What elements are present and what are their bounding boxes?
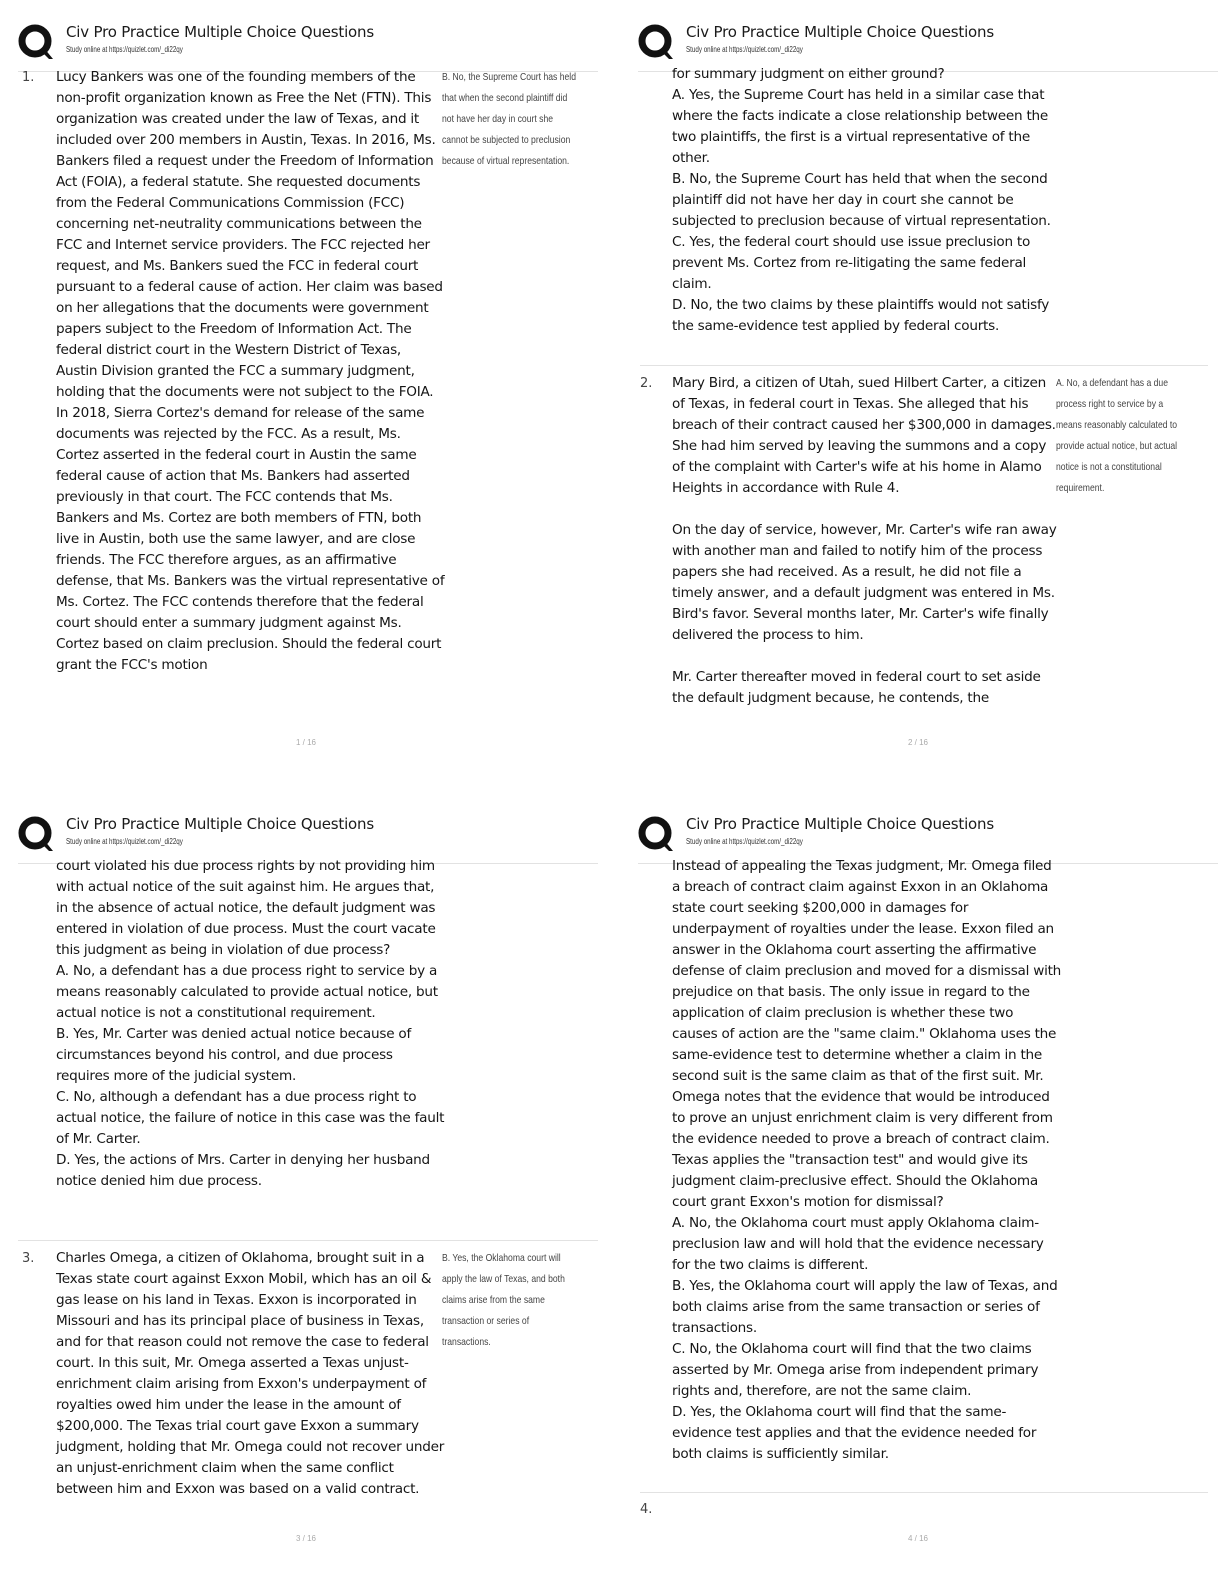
question-continuation (672, 856, 1062, 1465)
question-paragraph: Charles Omega, a citizen of Oklahoma, brought suit in a Texas state court against Exxon Mobil, which has an oil & gas lease on his land in Texas. Exxon is incorporated in Missouri and has its principal place of business in Texas, and for that reason could not remove the case to federal court. In this suit, Mr. Omega asserted a Texas unjust-enrichment claim arising from Exxon's underpayment of royalties owed him under the lease in the amount of $200,000. The Texas trial court gave Exxon a summary judgment, holding that Mr. Omega could not recover under an unjust-enrichment claim when the same conflict between him and Exxon was based on a valid contract. (56, 1250, 445, 1497)
question-text-continued: court violated his due process rights by not providing him with actual notice of the suit against him. He argues that, in the absence of actual notice, the default judgment was entered in violation of due process. Must the court vacate this judgment as being in violation of due process? (56, 858, 436, 958)
page-number: 3 / 16 (295, 1534, 316, 1543)
study-online-link[interactable]: Study online at https://quizlet.com/_di22qy (686, 45, 803, 54)
question-number: 4. (640, 1502, 653, 1517)
question-paragraph: Mary Bird, a citizen of Utah, sued Hilbert Carter, a citizen of Texas, in federal court in Texas. She alleged that his breach of their contract caused her $300,000 in damages. She had him served by leaving the summons and a copy of the complaint with Carter's wife at his home in Alamo Heights in accordance with Rule 4. (672, 375, 1056, 496)
question-continuation (672, 64, 1062, 337)
answer-option-d: D. Yes, the Oklahoma court will find that the same-evidence test applies and that the evidence needed for both claims is sufficiently similar. (672, 1404, 1037, 1462)
question-number: 2. (640, 376, 653, 391)
question-paragraph: In 2018, Sierra Cortez's demand for release of the same documents was rejected by the FCC. As a result, Ms. Cortez asserted in the federal court in Austin the same federal cause of action that Ms. Bankers had asserted previously in that court. The FCC contends that Ms. Bankers and Ms. Cortez are both members of FTN, both live in Austin, both use the same lawyer, and are close friends. The FCC therefore argues, as an affirmative defense, that Ms. Bankers was the virtual representative of Ms. Cortez. The FCC contends therefore that the federal court should enter a summary judgment against Ms. Cortez based on claim preclusion. Should the federal court grant the FCC's motion (56, 405, 445, 673)
quizlet-q-logo-icon (638, 816, 674, 852)
answer-option-c: C. Yes, the federal court should use issue preclusion to prevent Ms. Cortez from re-litigating the same federal claim. (672, 234, 1031, 292)
question-paragraph: On the day of service, however, Mr. Carter's wife ran away with another man and failed to notify him of the process papers she had received. As a result, he did not file a timely answer, and a default judgment was entered in Ms. Bird's favor. Several months later, Mr. Carter's wife finally delivered the process to him. (672, 522, 1057, 643)
answer-side-note: B. Yes, the Oklahoma court will apply the law of Texas, and both claims arise from the same transaction or series of transactions. (442, 1252, 565, 1348)
page-number: 2 / 16 (907, 738, 928, 747)
page-number: 1 / 16 (295, 738, 316, 747)
answer-option-c: C. No, the Oklahoma court will find that the two claims asserted by Mr. Omega arise from independent primary rights and, therefore, are not the same claim. (672, 1341, 1039, 1399)
page-header (18, 20, 598, 72)
page-3 (0, 792, 612, 1584)
page-number: 4 / 16 (907, 1534, 928, 1543)
question-text-continued: Instead of appealing the Texas judgment, Mr. Omega filed a breach of contract claim against Exxon in an Oklahoma state court seeking $200,000 in damages for underpayment of royalties under the lease. Exxon filed an answer in the Oklahoma court asserting the affirmative defense of claim preclusion and moved for a dismissal with prejudice on that basis. The only issue in regard to the application of claim preclusion is whether these two causes of action are the "same claim." Oklahoma uses the same-evidence test to determine whether a claim in the second suit is the same claim as that of the first suit. Mr. Omega notes that the evidence that would be introduced to prove an unjust enrichment claim is very different from the evidence needed to prove a breach of contract claim. Texas applies the "transaction test" and would give its judgment claim-preclusive effect. Should the Oklahoma court grant Exxon's motion for dismissal? (672, 858, 1062, 1210)
question-text (56, 67, 446, 676)
quizlet-q-logo-icon (18, 24, 54, 60)
question-text (672, 373, 1062, 709)
question-paragraph: Mr. Carter thereafter moved in federal court to set aside the default judgment because, he contends, the (672, 669, 1041, 706)
question-divider (640, 365, 1208, 366)
question-number: 1. (22, 70, 35, 85)
answer-option-a: A. No, a defendant has a due process right to service by a means reasonably calculated to provide actual notice, but actual notice is not a constitutional requirement. (56, 963, 438, 1021)
page-4 (612, 792, 1224, 1584)
study-online-link[interactable]: Study online at https://quizlet.com/_di22qy (686, 837, 803, 846)
question-continuation (56, 856, 446, 1192)
answer-option-a: A. Yes, the Supreme Court has held in a similar case that where the facts indicate a close relationship between the two plaintiffs, the first is a virtual representative of the other. (672, 87, 1049, 166)
question-paragraph: Lucy Bankers was one of the founding members of the non-profit organization known as Free the Net (FTN). This organization was created under the law of Texas, and it included over 200 members in Austin, Texas. In 2016, Ms. Bankers filed a request under the Freedom of Information Act (FOIA), a federal statute. She requested documents from the Federal Communications Commission (FCC) concerning net-neutrality communications between the FCC and Internet service providers. The FCC rejected her request, and Ms. Bankers sued the FCC in federal court pursuant to a federal cause of action. Her claim was based on her allegations that the documents were government papers subject to the Freedom of Information Act. The federal district court in the Western District of Texas, Austin Division granted the FCC a summary judgment, holding that the documents were not subject to the FOIA. (56, 69, 443, 400)
study-online-link[interactable]: Study online at https://quizlet.com/_di22qy (66, 45, 183, 54)
question-divider (640, 1492, 1208, 1493)
page-1 (0, 0, 612, 792)
question-text-continued: for summary judgment on either ground? (672, 66, 945, 82)
document-title: Civ Pro Practice Multiple Choice Questions (66, 23, 374, 41)
question-text (56, 1248, 446, 1500)
answer-option-b: B. No, the Supreme Court has held that when the second plaintiff did not have her day in court she cannot be subjected to preclusion because of virtual representation. (672, 171, 1051, 229)
answer-option-b: B. Yes, the Oklahoma court will apply the law of Texas, and both claims arise from the same transaction or series of transactions. (672, 1278, 1058, 1336)
answer-option-d: D. Yes, the actions of Mrs. Carter in denying her husband notice denied him due process. (56, 1152, 430, 1189)
answer-option-d: D. No, the two claims by these plaintiffs would not satisfy the same-evidence test applied by federal courts. (672, 297, 1050, 334)
page-2 (612, 0, 1224, 792)
question-divider (18, 1240, 598, 1241)
question-number: 3. (22, 1251, 35, 1266)
answer-option-c: C. No, although a defendant has a due process right to actual notice, the failure of notice in this case was the fault of Mr. Carter. (56, 1089, 445, 1147)
answer-option-a: A. No, the Oklahoma court must apply Oklahoma claim-preclusion law and will hold that the evidence necessary for the two claims is different. (672, 1215, 1044, 1273)
quizlet-q-logo-icon (18, 816, 54, 852)
answer-side-note: B. No, the Supreme Court has held that when the second plaintiff did not have her day in court she cannot be subjected to preclusion because of virtual representation. (442, 71, 577, 167)
quizlet-q-logo-icon (638, 24, 674, 60)
document-title: Civ Pro Practice Multiple Choice Questions (686, 23, 994, 41)
answer-option-b: B. Yes, Mr. Carter was denied actual notice because of circumstances beyond his control, and due process requires more of the judicial system. (56, 1026, 411, 1084)
answer-side-note: A. No, a defendant has a due process right to service by a means reasonably calculated to provide actual notice, but actual notice is not a constitutional requirement. (1056, 377, 1178, 494)
study-online-link[interactable]: Study online at https://quizlet.com/_di22qy (66, 837, 183, 846)
document-title: Civ Pro Practice Multiple Choice Questions (686, 815, 994, 833)
document-title: Civ Pro Practice Multiple Choice Questions (66, 815, 374, 833)
